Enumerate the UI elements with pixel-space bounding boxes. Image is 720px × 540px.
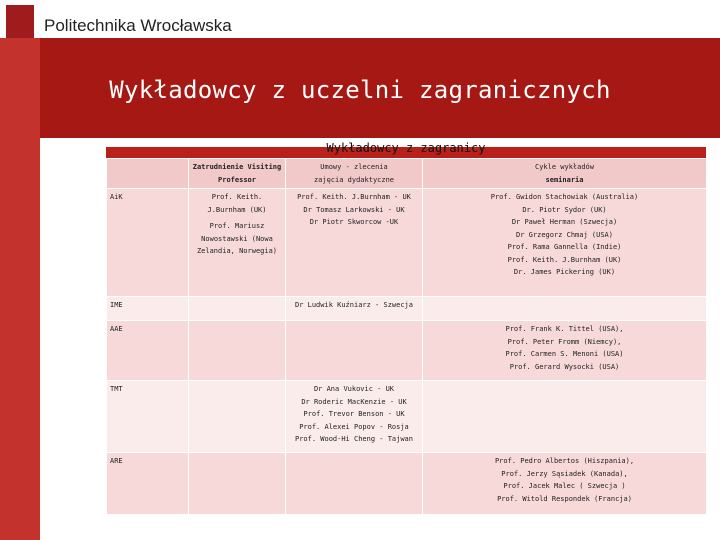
university-name: Politechnika Wrocławska — [44, 16, 232, 35]
table-cell-text: Prof. Keith. J.Burnham (UK) — [507, 255, 622, 264]
table-cell-text: Prof. Jacek Malec ( Szwecja ) — [503, 482, 626, 490]
table-cell-text: Prof. Keith. J.Burnham - UK — [297, 193, 411, 201]
row-col3 — [423, 453, 707, 515]
table-row — [107, 189, 707, 297]
row-col2 — [286, 453, 423, 515]
table-cell-text: Prof. Peter Fromm (Niemcy), — [507, 337, 622, 346]
table-cell-text: Prof. Trevor Benson - UK — [303, 410, 405, 418]
header-lecture-cycles-line2: seminaria — [545, 175, 584, 184]
slide-title: Wykładowcy z uczelni zagranicznych — [109, 76, 611, 104]
header-visiting-professor: Zatrudnienie Visiting Professor — [189, 159, 286, 189]
left-decorative-strip — [0, 38, 40, 540]
table-row — [107, 297, 707, 321]
table-cell-text: Prof. Keith. J.Burnham (UK) — [207, 193, 267, 214]
table-caption: Wykładowcy z zagranicy — [326, 141, 486, 155]
table-row — [107, 381, 707, 453]
header-lecture-cycles-line1: Cykle wykładów — [534, 163, 594, 171]
row-col1 — [189, 189, 286, 297]
table-cell-text: Prof. Carmen S. Menoni (USA) — [505, 350, 624, 358]
table-cell-text: Prof. Pedro Albertos (Hiszpania), — [494, 457, 635, 465]
header-contracts — [286, 159, 423, 189]
header-lecture-cycles — [423, 159, 707, 189]
header-contracts-line1: Umowy - zlecenia — [320, 163, 388, 171]
table-cell-text: Prof. Alexei Popov - Rosja — [299, 422, 409, 431]
table-cell-text: Prof. Mariusz Nowostawski (Nowa Zelandia, Norwegia) — [196, 222, 278, 255]
row-col3 — [423, 297, 707, 321]
table-row — [107, 321, 707, 381]
row-col1 — [189, 381, 286, 453]
table-cell-text: Prof. Frank K. Tittel (USA), — [505, 325, 624, 333]
table-cell-text: Dr Piotr Skworcow -UK — [309, 218, 399, 226]
lecturers-table — [106, 158, 707, 515]
row-col2 — [286, 297, 423, 321]
header-contracts-line2: zajęcia dydaktyczne — [313, 175, 395, 184]
row-col3 — [423, 381, 707, 453]
table-cell-text: Prof. Jerzy Sąsiadek (Kanada), — [501, 469, 628, 478]
row-col2 — [286, 189, 423, 297]
university-logo-icon — [6, 5, 34, 39]
table-cell-text: Prof. Witold Respondek (Francja) — [497, 494, 632, 503]
table-cell-text: Dr Grzegorz Chmaj (USA) — [516, 230, 613, 239]
row-col2 — [286, 321, 423, 381]
table-cell-text: Dr Tomasz Larkowski - UK — [303, 205, 405, 214]
table-row — [107, 453, 707, 515]
table-cell-text: Prof. Rama Gannella (Indie) — [507, 243, 622, 251]
header-unit — [107, 159, 189, 189]
row-unit: IME — [107, 297, 189, 321]
table-cell-text: Dr. James Pickering (UK) — [513, 268, 616, 276]
row-col1 — [189, 321, 286, 381]
row-col3 — [423, 189, 707, 297]
row-col2 — [286, 381, 423, 453]
row-unit: ARE — [107, 453, 189, 515]
table-cell-text: Dr Ludwik Kuźniarz - Szwecja — [294, 301, 413, 309]
table-cell-text: Dr Ana Vukovic - UK — [313, 385, 395, 393]
row-unit: TMT — [107, 381, 189, 453]
table-cell-text: Prof. Gwidon Stachowiak (Australia) — [490, 193, 639, 201]
row-col1 — [189, 453, 286, 515]
row-unit: AAE — [107, 321, 189, 381]
row-unit: AiK — [107, 189, 189, 297]
lecturers-table-panel — [106, 141, 706, 522]
table-cell-text: Prof. Gerard Wysocki (USA) — [509, 362, 620, 371]
row-col1 — [189, 297, 286, 321]
table-cell-text: Dr. Piotr Sydor (UK) — [522, 205, 607, 214]
table-cell-text: Dr Roderic MacKenzie - UK — [301, 397, 407, 406]
table-cell-text: Prof. Wood-Hi Cheng - Tajwan — [294, 435, 413, 443]
row-col3 — [423, 321, 707, 381]
table-header-row — [107, 159, 707, 189]
table-cell-text: Dr Paweł Herman (Szwecja) — [511, 218, 618, 226]
